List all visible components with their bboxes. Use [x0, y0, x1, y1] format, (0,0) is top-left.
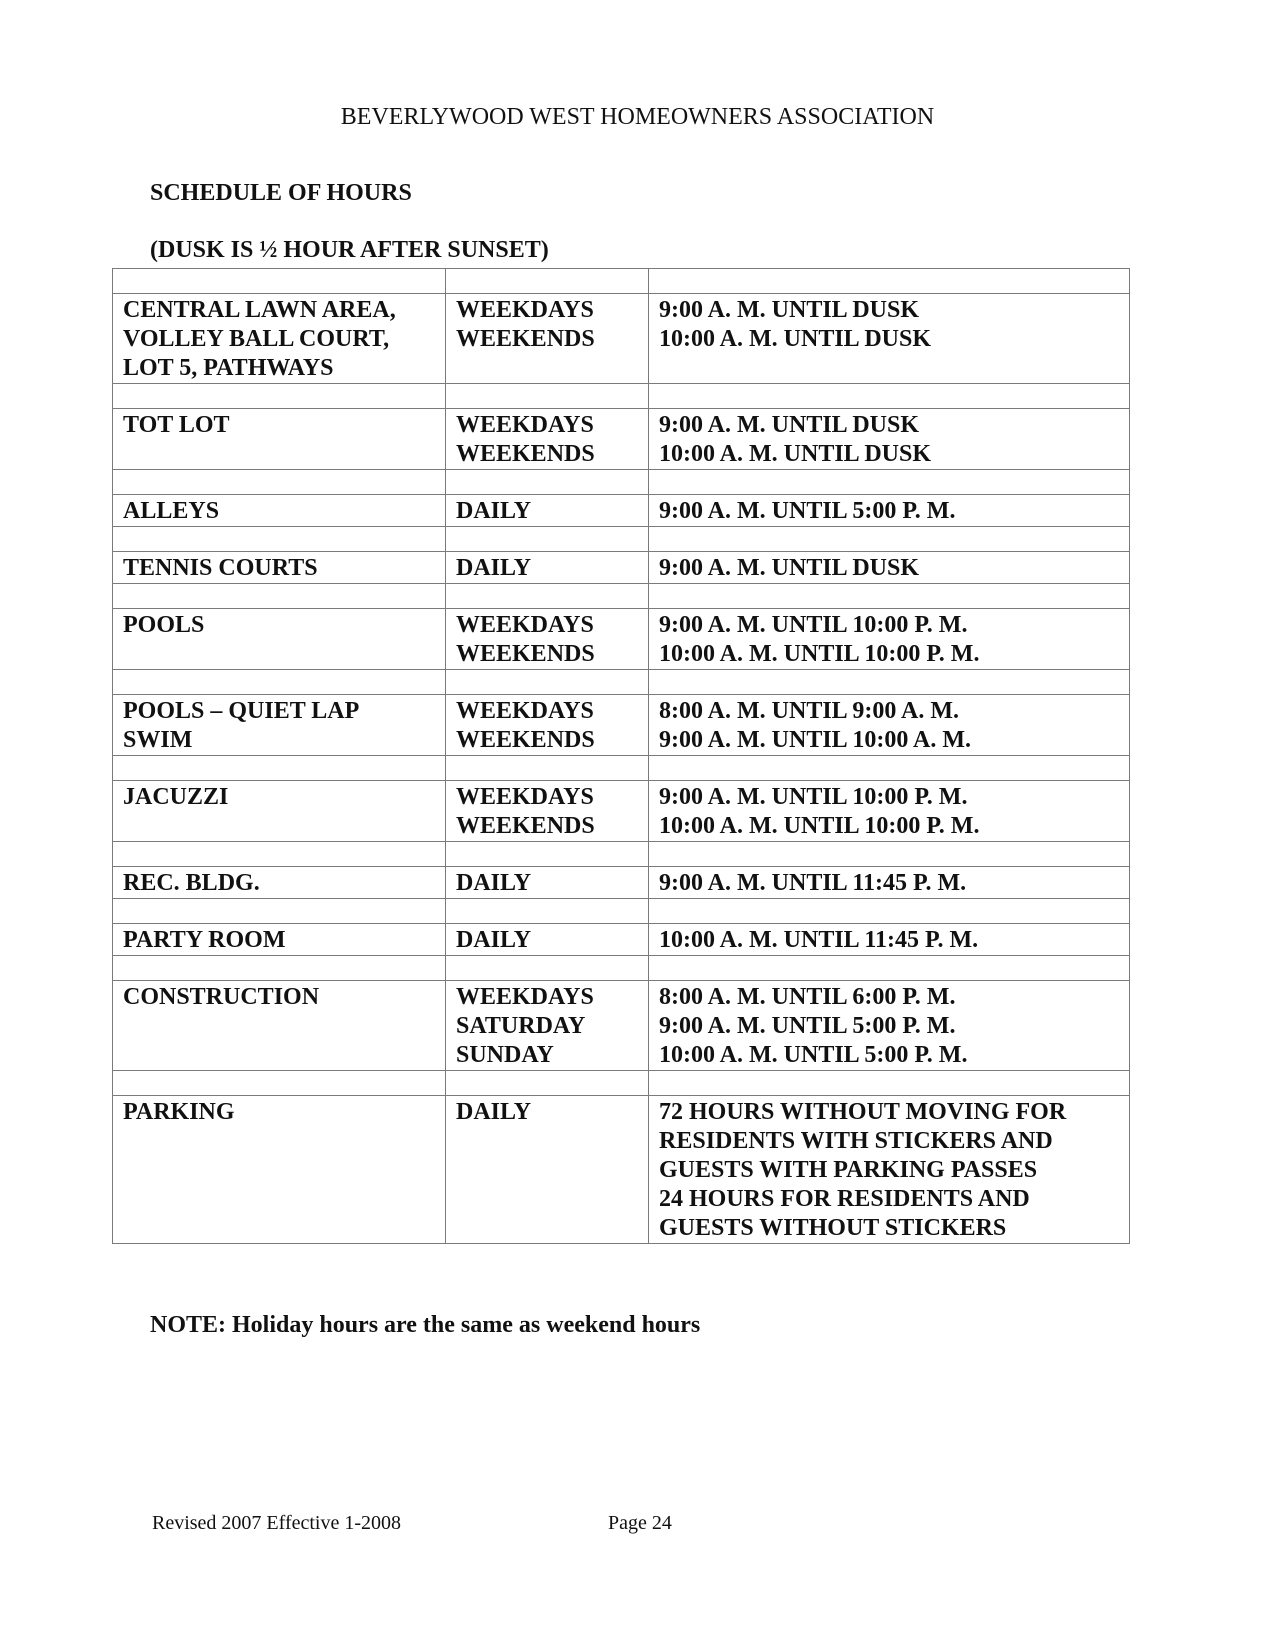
days-line: DAILY — [456, 870, 532, 896]
days-cell — [446, 1096, 649, 1244]
spacer-row — [113, 842, 1130, 867]
days-cell — [446, 695, 649, 756]
spacer-cell — [113, 842, 446, 867]
dusk-definition: (DUSK IS ½ HOUR AFTER SUNSET) — [150, 237, 549, 263]
area-line: REC. BLDG. — [123, 870, 260, 896]
area-cell — [113, 981, 446, 1071]
days-line: WEEKDAYS — [456, 412, 594, 438]
area-cell — [113, 409, 446, 470]
hours-line: 24 HOURS FOR RESIDENTS AND — [659, 1186, 1030, 1212]
table-row — [113, 867, 1130, 899]
spacer-cell — [649, 1071, 1130, 1096]
hours-line: GUESTS WITH PARKING PASSES — [659, 1157, 1038, 1183]
area-cell — [113, 924, 446, 956]
days-cell — [446, 609, 649, 670]
spacer-cell — [113, 956, 446, 981]
hours-line: 9:00 A. M. UNTIL 5:00 P. M. — [659, 498, 956, 524]
hours-line: 10:00 A. M. UNTIL DUSK — [659, 441, 932, 467]
spacer-cell — [649, 384, 1130, 409]
area-cell — [113, 867, 446, 899]
area-line: JACUZZI — [123, 784, 229, 810]
spacer-cell — [446, 384, 649, 409]
days-cell — [446, 409, 649, 470]
hours-line: GUESTS WITHOUT STICKERS — [659, 1215, 1007, 1241]
spacer-cell — [113, 527, 446, 552]
spacer-cell — [649, 269, 1130, 294]
spacer-row — [113, 899, 1130, 924]
spacer-cell — [649, 527, 1130, 552]
schedule-title: SCHEDULE OF HOURS — [150, 180, 412, 206]
area-line: LOT 5, PATHWAYS — [123, 355, 334, 381]
footer-page-number: Page 24 — [608, 1512, 672, 1534]
spacer-cell — [446, 1071, 649, 1096]
area-line: VOLLEY BALL COURT, — [123, 326, 390, 352]
hours-line: 9:00 A. M. UNTIL 11:45 P. M. — [659, 870, 967, 896]
days-line: WEEKENDS — [456, 813, 595, 839]
spacer-row — [113, 384, 1130, 409]
spacer-cell — [113, 269, 446, 294]
days-cell — [446, 781, 649, 842]
days-line: DAILY — [456, 498, 532, 524]
days-cell — [446, 294, 649, 384]
table-row — [113, 924, 1130, 956]
spacer-cell — [649, 756, 1130, 781]
hours-cell — [649, 781, 1130, 842]
days-cell — [446, 867, 649, 899]
days-line: WEEKENDS — [456, 441, 595, 467]
footer-revision: Revised 2007 Effective 1-2008 — [152, 1512, 402, 1534]
days-cell — [446, 981, 649, 1071]
spacer-cell — [113, 384, 446, 409]
hours-line: 9:00 A. M. UNTIL DUSK — [659, 297, 920, 323]
area-cell — [113, 495, 446, 527]
spacer-cell — [446, 470, 649, 495]
hours-line: 9:00 A. M. UNTIL 10:00 P. M. — [659, 612, 968, 638]
spacer-cell — [649, 842, 1130, 867]
area-cell — [113, 294, 446, 384]
spacer-row — [113, 1071, 1130, 1096]
hours-cell — [649, 552, 1130, 584]
days-cell — [446, 552, 649, 584]
hours-cell — [649, 695, 1130, 756]
days-line: DAILY — [456, 1099, 532, 1125]
hours-cell — [649, 867, 1130, 899]
hours-line: 10:00 A. M. UNTIL 10:00 P. M. — [659, 813, 980, 839]
spacer-cell — [446, 756, 649, 781]
area-line: CONSTRUCTION — [123, 984, 320, 1010]
hours-cell — [649, 294, 1130, 384]
spacer-cell — [446, 269, 649, 294]
spacer-cell — [113, 1071, 446, 1096]
area-line: CENTRAL LAWN AREA, — [123, 297, 396, 323]
table-row — [113, 552, 1130, 584]
days-line: DAILY — [456, 555, 532, 581]
spacer-cell — [649, 584, 1130, 609]
days-line: DAILY — [456, 927, 532, 953]
days-line: WEEKENDS — [456, 326, 595, 352]
area-line: POOLS — [123, 612, 205, 638]
days-cell — [446, 495, 649, 527]
days-line: WEEKDAYS — [456, 698, 594, 724]
hours-line: 8:00 A. M. UNTIL 6:00 P. M. — [659, 984, 956, 1010]
area-cell — [113, 1096, 446, 1244]
spacer-cell — [113, 670, 446, 695]
hours-cell — [649, 981, 1130, 1071]
spacer-cell — [113, 470, 446, 495]
days-line: WEEKDAYS — [456, 297, 594, 323]
table-row — [113, 695, 1130, 756]
area-cell — [113, 609, 446, 670]
hours-line: 9:00 A. M. UNTIL DUSK — [659, 555, 920, 581]
spacer-cell — [446, 527, 649, 552]
schedule-table — [112, 268, 1130, 1244]
table-row — [113, 294, 1130, 384]
area-line: TENNIS COURTS — [123, 555, 318, 581]
hours-line: 72 HOURS WITHOUT MOVING FOR — [659, 1099, 1067, 1125]
area-line: POOLS – QUIET LAP — [123, 698, 360, 724]
spacer-cell — [649, 899, 1130, 924]
spacer-row — [113, 956, 1130, 981]
spacer-row — [113, 527, 1130, 552]
spacer-cell — [649, 670, 1130, 695]
area-line: SWIM — [123, 727, 193, 753]
table-row — [113, 781, 1130, 842]
spacer-cell — [446, 842, 649, 867]
spacer-row — [113, 269, 1130, 294]
spacer-cell — [446, 956, 649, 981]
days-line: WEEKDAYS — [456, 784, 594, 810]
hours-line: 9:00 A. M. UNTIL DUSK — [659, 412, 920, 438]
spacer-cell — [113, 756, 446, 781]
hours-line: 10:00 A. M. UNTIL DUSK — [659, 326, 932, 352]
days-line: WEEKENDS — [456, 727, 595, 753]
table-row — [113, 495, 1130, 527]
table-row — [113, 1096, 1130, 1244]
spacer-cell — [649, 956, 1130, 981]
schedule-table-body — [113, 269, 1130, 1244]
days-line: SUNDAY — [456, 1042, 554, 1068]
area-line: TOT LOT — [123, 412, 230, 438]
spacer-cell — [113, 899, 446, 924]
hours-cell — [649, 609, 1130, 670]
days-line: WEEKENDS — [456, 641, 595, 667]
spacer-row — [113, 470, 1130, 495]
days-line: SATURDAY — [456, 1013, 586, 1039]
days-line: WEEKDAYS — [456, 612, 594, 638]
area-cell — [113, 695, 446, 756]
hours-cell — [649, 495, 1130, 527]
area-line: PARTY ROOM — [123, 927, 286, 953]
hours-line: 8:00 A. M. UNTIL 9:00 A. M. — [659, 698, 959, 724]
spacer-row — [113, 670, 1130, 695]
table-row — [113, 609, 1130, 670]
hours-line: 10:00 A. M. UNTIL 5:00 P. M. — [659, 1042, 968, 1068]
hours-cell — [649, 924, 1130, 956]
area-cell — [113, 781, 446, 842]
spacer-cell — [649, 470, 1130, 495]
hours-cell — [649, 409, 1130, 470]
area-cell — [113, 552, 446, 584]
spacer-row — [113, 756, 1130, 781]
hours-line: RESIDENTS WITH STICKERS AND — [659, 1128, 1053, 1154]
days-line: WEEKDAYS — [456, 984, 594, 1010]
spacer-cell — [446, 899, 649, 924]
hours-line: 10:00 A. M. UNTIL 10:00 P. M. — [659, 641, 980, 667]
hours-cell — [649, 1096, 1130, 1244]
hours-line: 9:00 A. M. UNTIL 10:00 A. M. — [659, 727, 971, 753]
spacer-row — [113, 584, 1130, 609]
spacer-cell — [446, 670, 649, 695]
hours-line: 10:00 A. M. UNTIL 11:45 P. M. — [659, 927, 979, 953]
hours-line: 9:00 A. M. UNTIL 10:00 P. M. — [659, 784, 968, 810]
area-line: ALLEYS — [123, 498, 220, 524]
spacer-cell — [446, 584, 649, 609]
days-cell — [446, 924, 649, 956]
document-heading: BEVERLYWOOD WEST HOMEOWNERS ASSOCIATION — [340, 104, 935, 130]
table-row — [113, 981, 1130, 1071]
hours-line: 9:00 A. M. UNTIL 5:00 P. M. — [659, 1013, 956, 1039]
area-line: PARKING — [123, 1099, 235, 1125]
table-row — [113, 409, 1130, 470]
spacer-cell — [113, 584, 446, 609]
holiday-note: NOTE: Holiday hours are the same as weekend hours — [150, 1312, 701, 1338]
